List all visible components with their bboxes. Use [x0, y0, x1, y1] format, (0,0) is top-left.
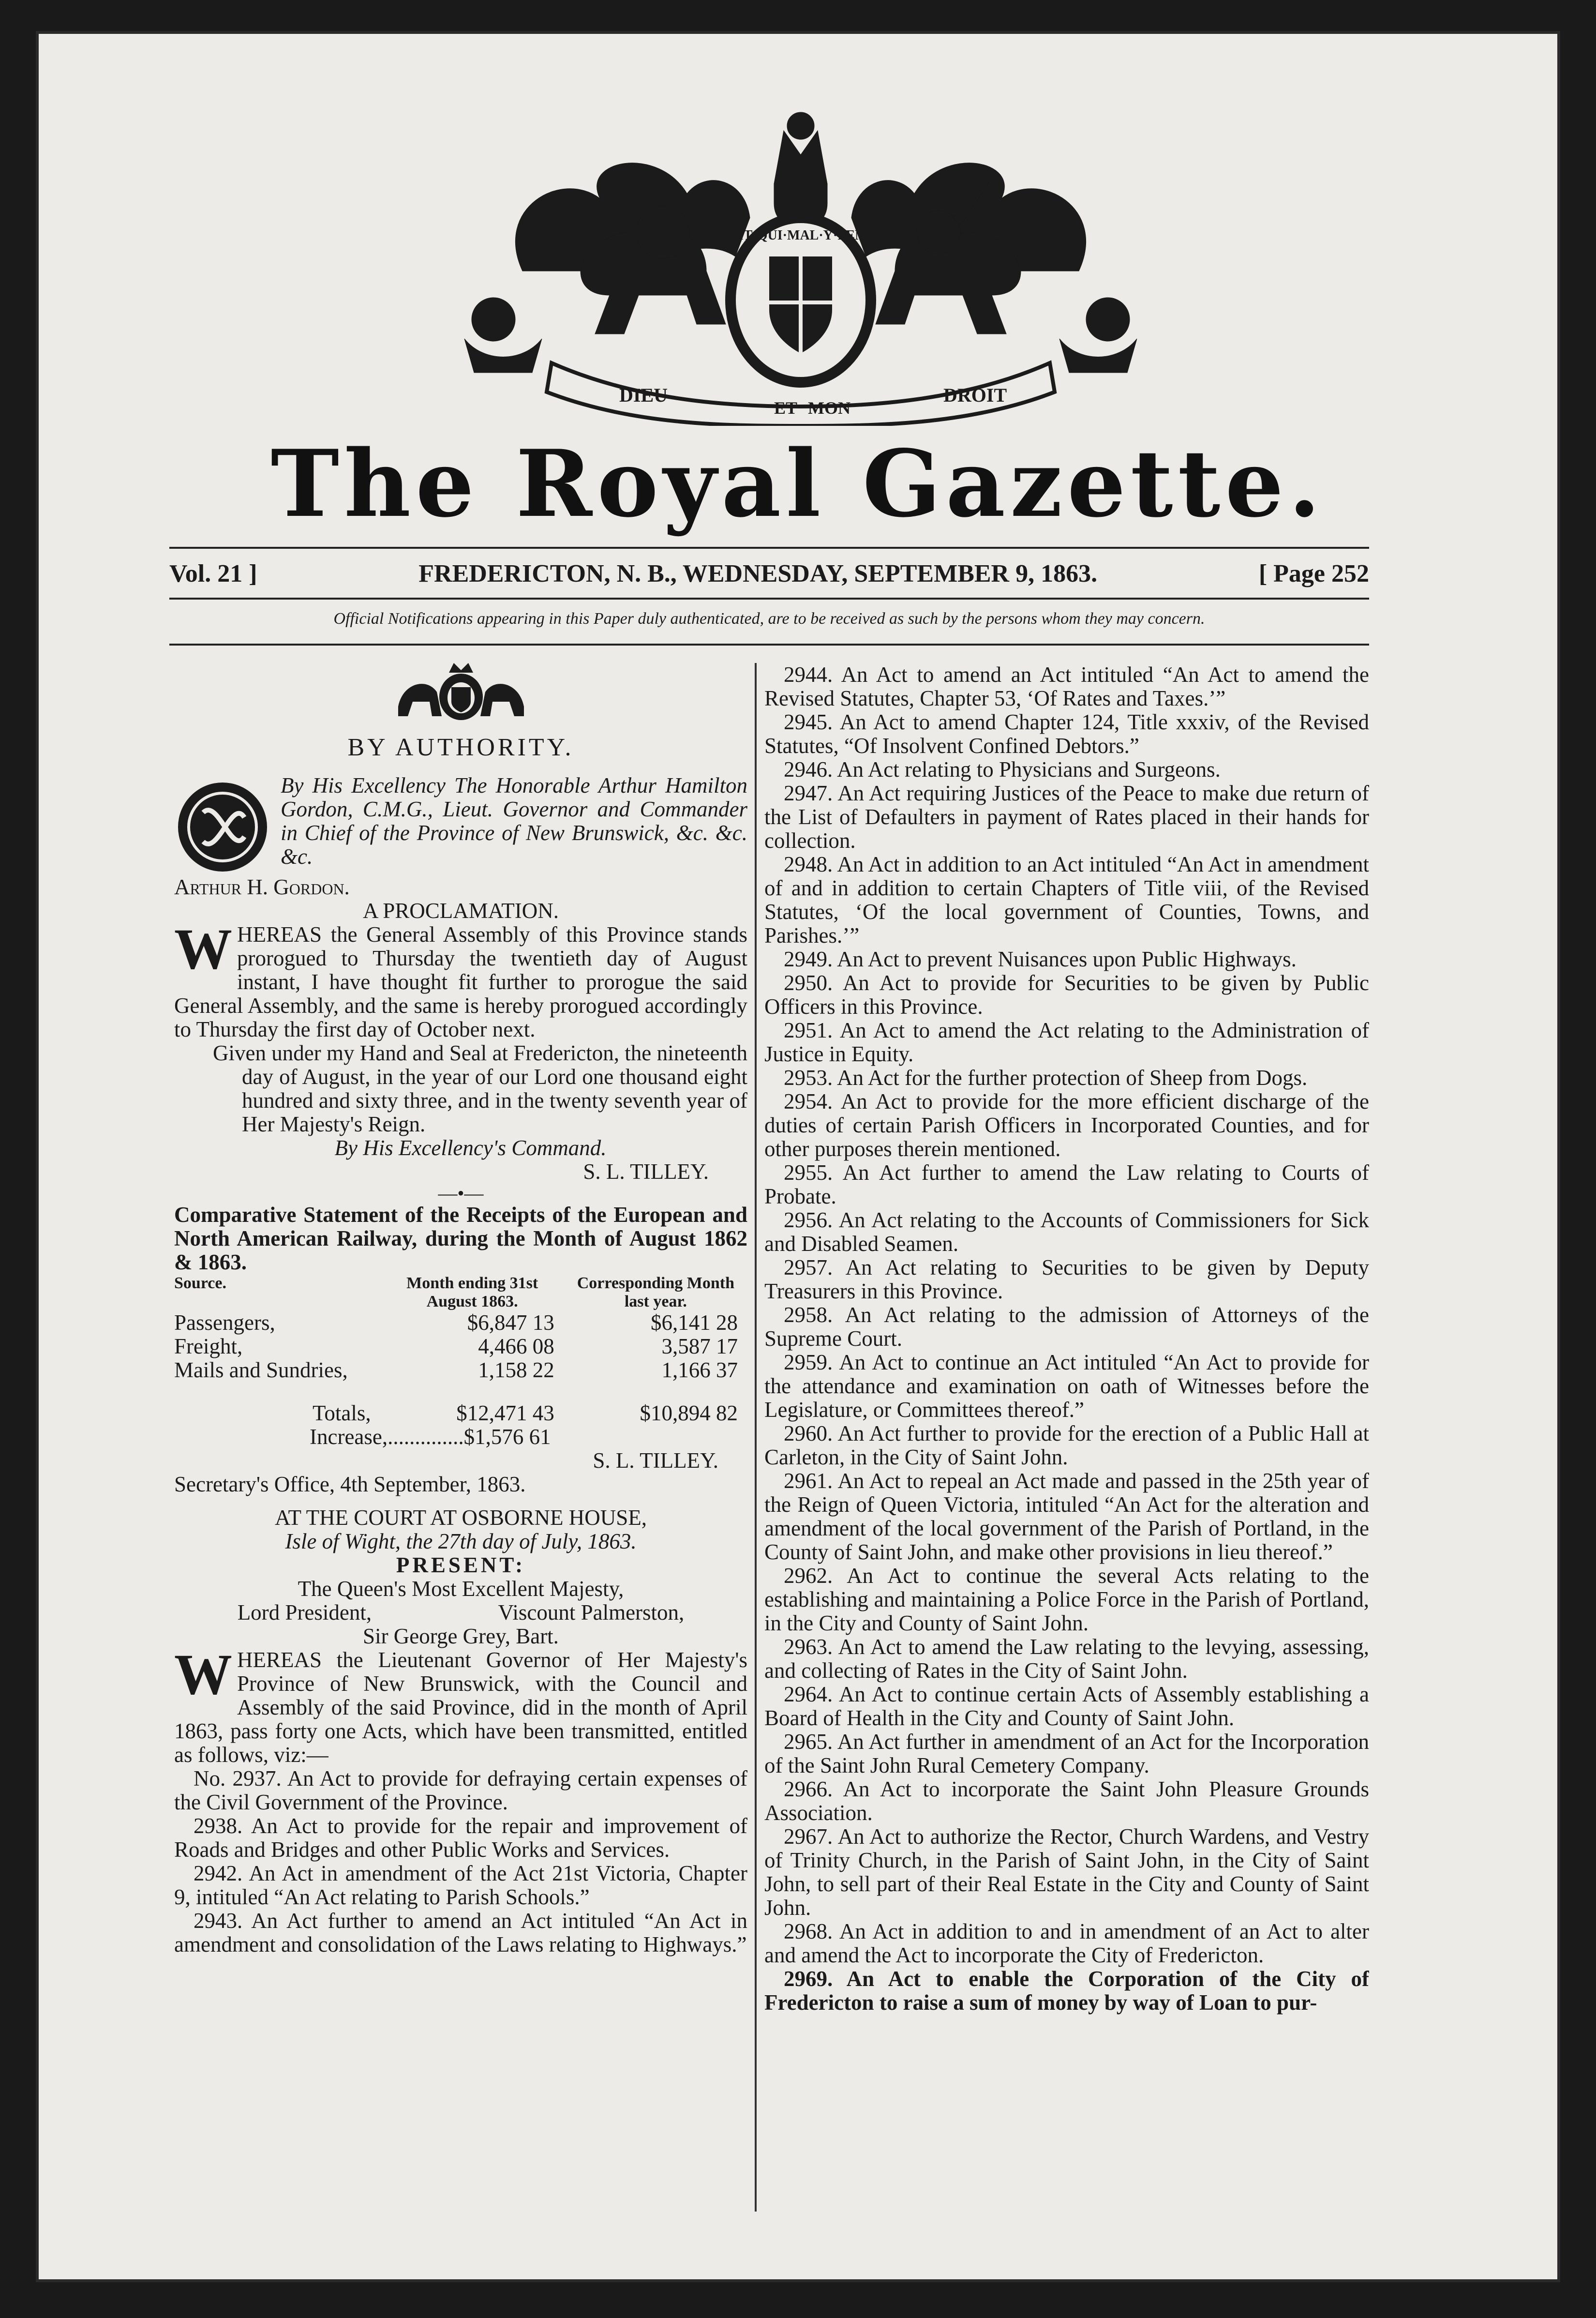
- receipts-table: [174, 1274, 747, 1425]
- act-item: 2942. An Act in amendment of the Act 21st Victoria, Chapter 9, intituled “An Act relating to Parish Schools.”: [174, 1861, 747, 1909]
- act-item: 2969. An Act to enable the Corporation of the City of Fredericton to raise a sum of money by way of Loan to pur-: [764, 1967, 1369, 2015]
- governor-signature: Arthur H. Gordon.: [174, 875, 350, 899]
- proclamation-title: A PROCLAMATION.: [362, 899, 559, 923]
- proclamation-signature: S. L. TILLEY.: [583, 1159, 709, 1184]
- page-number: [ Page 252: [1258, 559, 1369, 587]
- court-dropcap: W: [174, 1642, 232, 1706]
- act-item: 2968. An Act in addition to and in amendment of an Act to alter and amend the Act to incorporate the City of Fredericton.: [764, 1919, 1369, 1967]
- mid-rule: [169, 598, 1369, 600]
- motto-et: ET: [774, 398, 798, 418]
- act-item: 2962. An Act to continue the several Acts relating to the establishing and maintaining a Police Force in the Parish of Portland, in the City and County of Saint John.: [764, 1564, 1369, 1635]
- column-divider: [755, 663, 757, 2212]
- seal-icon: [174, 779, 271, 875]
- court-queen: The Queen's Most Excellent Majesty,: [298, 1577, 624, 1601]
- act-item: 2957. An Act relating to Securities to be given by Deputy Treasurers in this Province.: [764, 1255, 1369, 1303]
- table-row: Passengers, $6,847 13 $6,141 28: [174, 1310, 738, 1335]
- ornament-divider: —•—: [438, 1182, 484, 1204]
- act-item: No. 2937. An Act to provide for defraying certain expenses of the Civil Government of the Province.: [174, 1766, 747, 1814]
- volume-number: Vol. 21 ]: [169, 559, 257, 587]
- court-grey: Sir George Grey, Bart.: [363, 1624, 559, 1648]
- act-item: 2947. An Act requiring Justices of the Peace to make due return of the List of Defaulters in payment of Rates placed in their hands for collection.: [764, 781, 1369, 853]
- act-item: 2950. An Act to provide for Securities to be given by Public Officers in this Province.: [764, 971, 1369, 1019]
- top-rule: [169, 547, 1369, 549]
- act-item: 2966. An Act to incorporate the Saint John Pleasure Grounds Association.: [764, 1777, 1369, 1825]
- act-item: 2956. An Act relating to the Accounts of Commissioners for Sick and Disabled Seamen.: [764, 1208, 1369, 1256]
- act-item: 2960. An Act further to provide for the erection of a Public Hall at Carleton, in the City of Saint John.: [764, 1421, 1369, 1469]
- totals-row: Totals, $12,471 43 $10,894 82: [313, 1401, 738, 1425]
- dateline: [169, 557, 1369, 590]
- act-item: 2958. An Act relating to the admission of Attorneys of the Supreme Court.: [764, 1303, 1369, 1351]
- proclamation-command: By His Excellency's Command.: [334, 1136, 607, 1160]
- royal-coat-of-arms: [435, 111, 1166, 426]
- act-item: 2954. An Act to provide for the more efficient discharge of the duties of certain Parish Officers in Incorporated Counties, and for other purposes therein mentioned.: [764, 1089, 1369, 1161]
- act-item: 2965. An Act further in amendment of an Act for the Incorporation of the Saint John Rural Cemetery Company.: [764, 1730, 1369, 1777]
- motto-droit: DROIT: [943, 384, 1007, 406]
- act-item: 2967. An Act to authorize the Rector, Church Wardens, and Vestry of Trinity Church, in the Parish of Saint John, in the City of Saint John, to sell part of their Real Estate in the City and County of Saint John.: [764, 1824, 1369, 1920]
- court-present: PRESENT:: [396, 1553, 526, 1577]
- left-column: [174, 663, 747, 2241]
- act-item: 2938. An Act to provide for the repair and improvement of Roads and Bridges and other Public Works and Services.: [174, 1814, 747, 1862]
- court-place: Isle of Wight, the 27th day of July, 1863.: [285, 1529, 637, 1553]
- act-item: 2953. An Act for the further protection of Sheep from Dogs.: [784, 1066, 1308, 1090]
- col-source: Source.: [174, 1274, 226, 1292]
- court-lord-president: Lord President,: [237, 1600, 372, 1625]
- proclamation-given: Given under my Hand and Seal at Fredericton, the nineteenth day of August, in the year of our Lord one thousand eight hundred and sixty three, and in the twenty seventh year of Her Majesty's Reign.: [213, 1041, 747, 1136]
- act-item: 2961. An Act to repeal an Act made and passed in the 25th year of the Reign of Queen Victoria, intituled “An Act for the alteration and amendment of the local government of the Parish of Portland, in the County of Saint John, and make other provisions in lieu thereof.”: [764, 1469, 1369, 1564]
- garter-motto: SOIT·QUI·MAL·Y·PENSE: [720, 228, 881, 243]
- act-item: 2944. An Act to amend an Act intituled “An Act to amend the Revised Statutes, Chapter 53, ‘Of Rates and Taxes.’”: [764, 663, 1369, 710]
- act-item: 2959. An Act to continue an Act intituled “An Act to provide for the attendance and examination on oath of Witnesses before the Legislature, or Committees thereof.”: [764, 1350, 1369, 1422]
- proclamation-dropcap: W: [174, 917, 232, 981]
- newspaper-page: [39, 34, 1557, 2279]
- act-item: 2963. An Act to amend the Law relating to the levying, assessing, and collecting of Rates in the City of Saint John.: [764, 1635, 1369, 1683]
- statement-title: Comparative Statement of the Receipts of the European and North American Railway, during the Month of August 1862 & 1863.: [174, 1203, 747, 1274]
- act-item: 2945. An Act to amend Chapter 124, Title xxxiv, of the Revised Statutes, “Of Insolvent Confined Debtors.”: [764, 710, 1369, 758]
- official-notice: Official Notifications appearing in this Paper duly authenticated, are to be received as such by the persons whom they may concern.: [333, 610, 1205, 628]
- notice-rule: [169, 644, 1369, 646]
- col-1862: Corresponding Month last year.: [577, 1274, 735, 1310]
- court-palmerston: Viscount Palmerston,: [498, 1600, 685, 1625]
- proclamation-intro: By His Excellency The Honorable Arthur Hamilton Gordon, C.M.G., Lieut. Governor and Commander in Chief of the Province of New Brunswick, &c. &c. &c.: [281, 774, 747, 869]
- act-item: 2955. An Act further to amend the Law relating to Courts of Probate.: [764, 1160, 1369, 1208]
- court-title: AT THE COURT AT OSBORNE HOUSE,: [274, 1505, 647, 1530]
- act-item: 2951. An Act to amend the Act relating to the Administration of Justice in Equity.: [764, 1018, 1369, 1066]
- royal-arms-small: [174, 663, 747, 726]
- act-item: 2943. An Act further to amend an Act intituled “An Act in amendment and consolidation of the Laws relating to Highways.”: [174, 1909, 747, 1957]
- statement-signature: S. L. TILLEY.: [593, 1448, 718, 1473]
- statement-increase: Increase,..............$1,576 61: [310, 1425, 551, 1449]
- act-item: 2948. An Act in addition to an Act intituled “An Act in amendment of and in addition to certain Chapters of Title viii, of the Revised Statutes, ‘Of the local government of Counties, Towns, and Parishes.’”: [764, 852, 1369, 948]
- table-row: Freight, 4,466 08 3,587 17: [174, 1334, 738, 1358]
- court-body: HEREAS the Lieutenant Governor of Her Majesty's Province of New Brunswick, with the Council and Assembly of the said Province, did in the month of April 1863, pass forty one Acts, which have been transmitted, entitled as follows, viz:—: [174, 1648, 747, 1767]
- place-and-date: FREDERICTON, N. B., WEDNESDAY, SEPTEMBER 9, 1863.: [418, 559, 1098, 587]
- table-row: Mails and Sundries, 1,158 22 1,166 37: [174, 1358, 738, 1382]
- motto-dieu: DIEU: [619, 384, 668, 406]
- by-authority-heading: BY AUTHORITY.: [347, 734, 574, 761]
- right-column: [764, 663, 1369, 2241]
- statement-office: Secretary's Office, 4th September, 1863.: [174, 1472, 526, 1496]
- small-arms-icon: [388, 663, 534, 721]
- newspaper-title: The Royal Gazette.: [270, 430, 1326, 538]
- motto-mon: MON: [808, 398, 850, 418]
- act-item: 2946. An Act relating to Physicians and Surgeons.: [784, 757, 1221, 782]
- col-1863: Month ending 31st August 1863.: [406, 1274, 538, 1310]
- proclamation-body: HEREAS the General Assembly of this Province stands prorogued to Thursday the twentieth day of August instant, I have thought fit further to prorogue the said General Assembly, and the same is hereby prorogued accordingly to Thursday the first day of October next.: [174, 922, 747, 1041]
- act-item: 2949. An Act to prevent Nuisances upon Public Highways.: [784, 947, 1297, 971]
- act-item: 2964. An Act to continue certain Acts of Assembly establishing a Board of Health in the City and County of Saint John.: [764, 1682, 1369, 1730]
